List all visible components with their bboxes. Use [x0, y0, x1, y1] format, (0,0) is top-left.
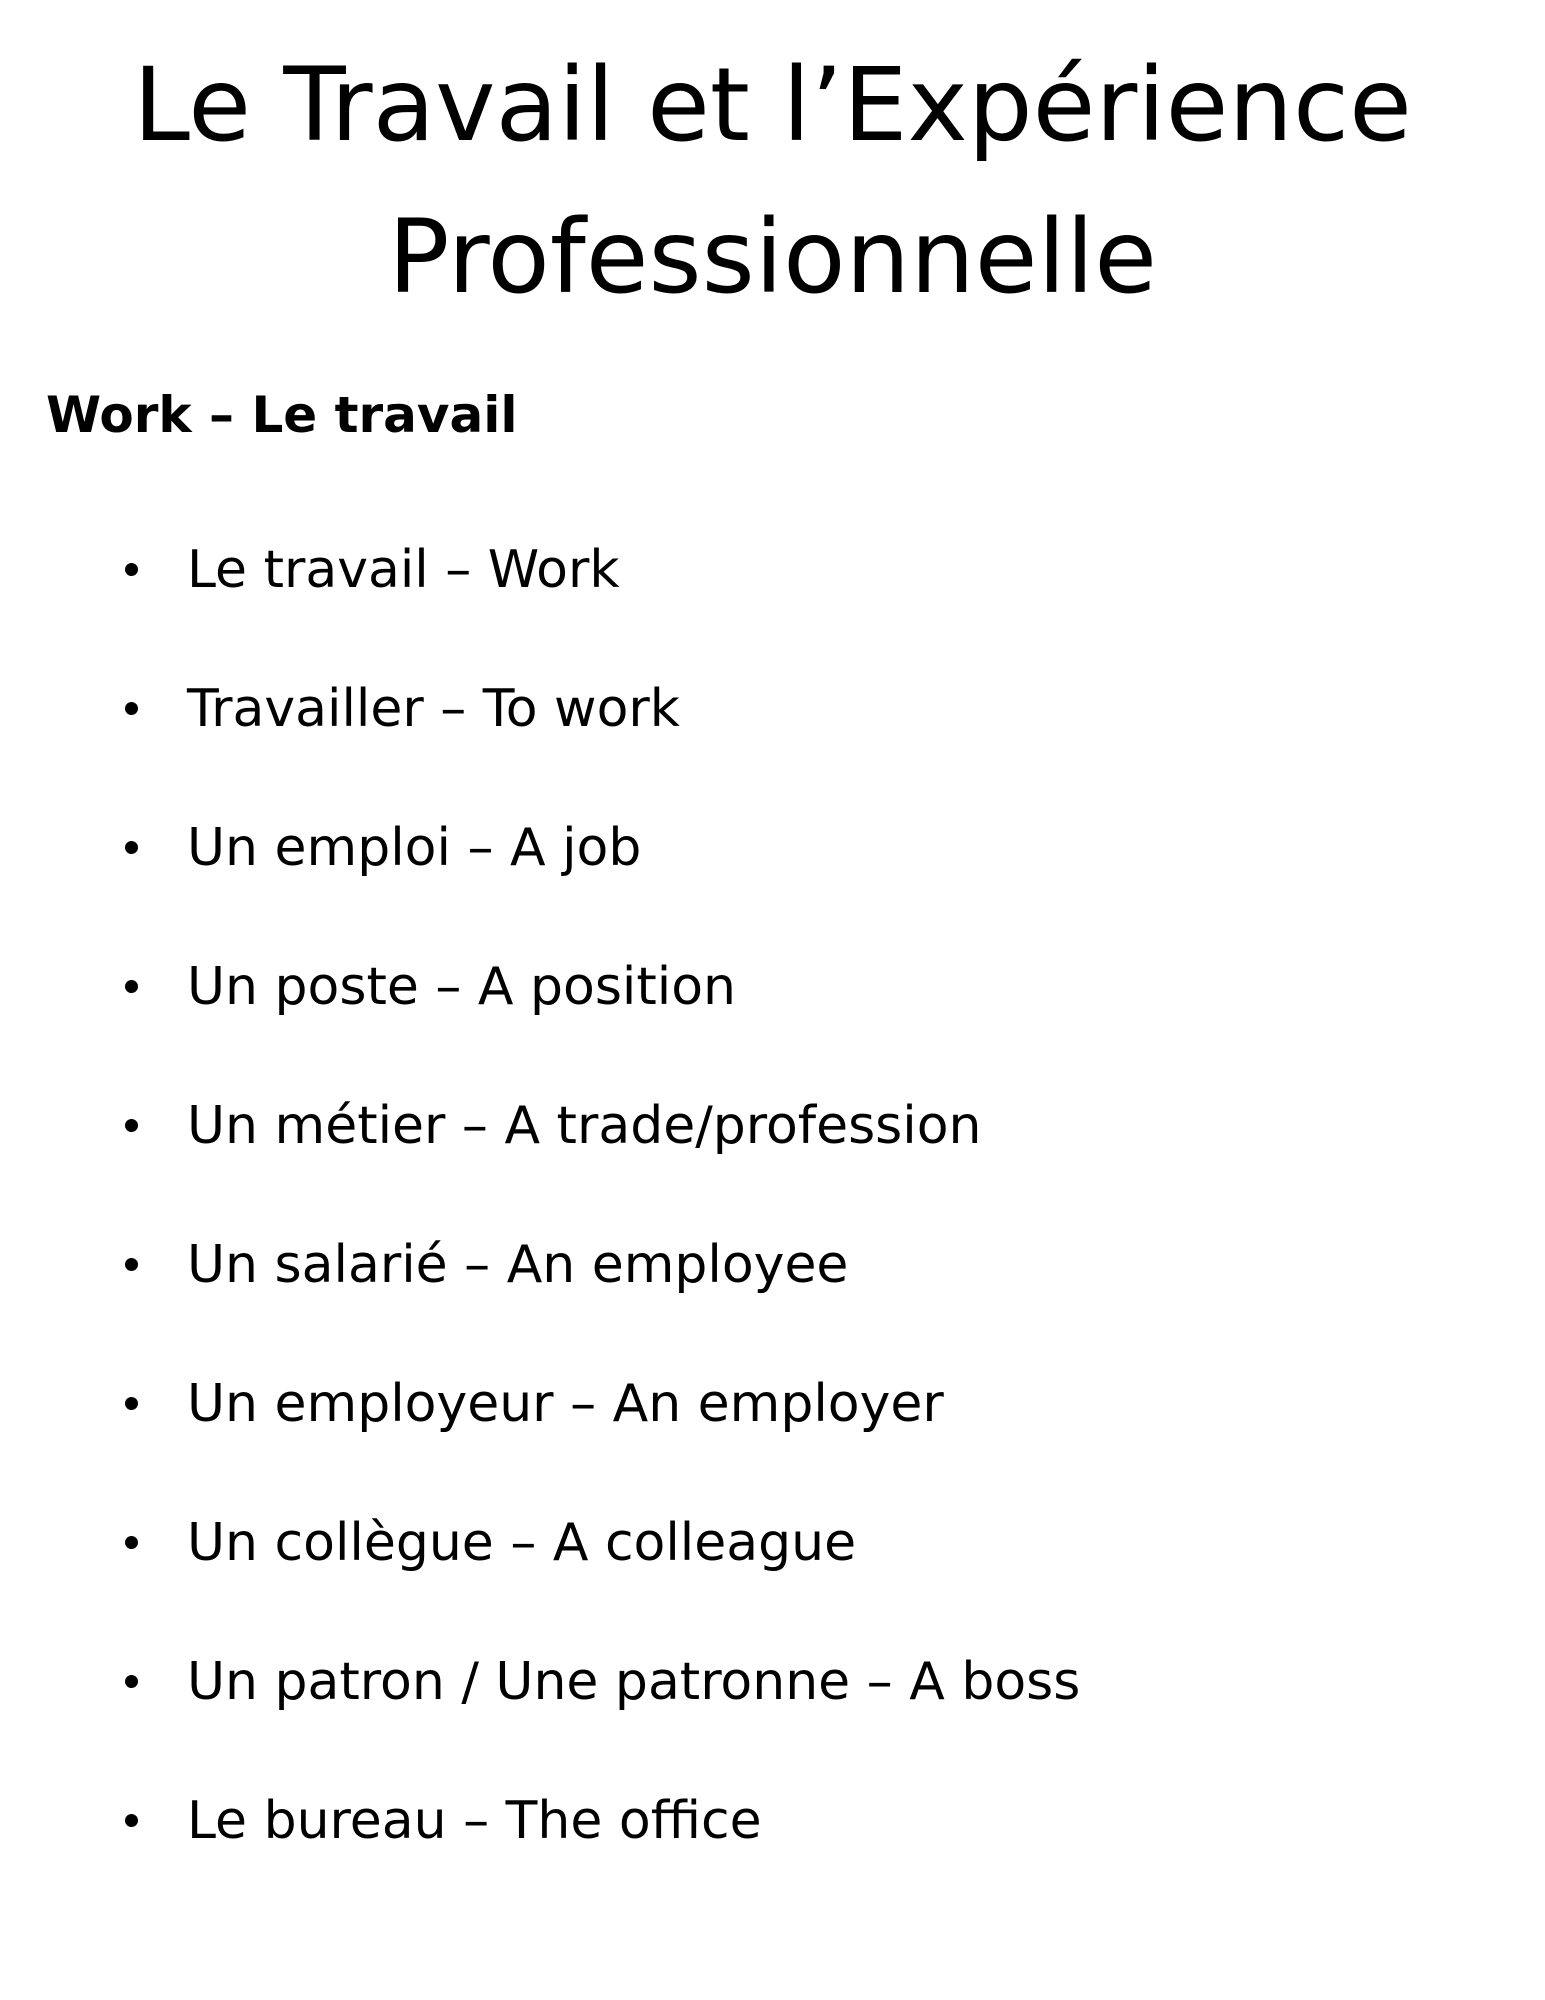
list-item — [0, 669, 1545, 808]
page-title-line-1: Le Travail et l’Expérience — [133, 46, 1412, 165]
list-item-text: Un poste – A position — [187, 957, 736, 1017]
list-item — [0, 530, 1545, 669]
list-item — [0, 947, 1545, 1086]
bullet-icon — [125, 1258, 138, 1271]
list-item-text: Un métier – A trade/profession — [187, 1096, 982, 1156]
list-item-text: Le travail – Work — [187, 540, 620, 600]
page-title-line-2: Professionnelle — [388, 198, 1157, 317]
bullet-icon — [125, 1397, 138, 1410]
list-item — [0, 1781, 1545, 1920]
list-item — [0, 1225, 1545, 1364]
bullet-icon — [125, 1675, 138, 1688]
bullet-icon — [125, 841, 138, 854]
bullet-icon — [125, 1536, 138, 1549]
list-item-text: Travailler – To work — [187, 679, 680, 739]
list-item-text: Un emploi – A job — [187, 818, 642, 878]
list-item — [0, 1503, 1545, 1642]
list-item — [0, 808, 1545, 947]
list-item — [0, 1642, 1545, 1781]
bullet-icon — [125, 980, 138, 993]
list-item-text: Un salarié – An employee — [187, 1235, 849, 1295]
list-item-text: Un collègue – A colleague — [187, 1513, 857, 1573]
bullet-icon — [125, 1814, 138, 1827]
list-item-text: Un patron / Une patronne – A boss — [187, 1652, 1081, 1712]
vocabulary-list — [0, 530, 1545, 1920]
list-item — [0, 1364, 1545, 1503]
section-heading: Work – Le travail — [46, 386, 518, 444]
bullet-icon — [125, 563, 138, 576]
list-item-text: Un employeur – An employer — [187, 1374, 944, 1434]
bullet-icon — [125, 1119, 138, 1132]
list-item — [0, 1086, 1545, 1225]
bullet-icon — [125, 702, 138, 715]
list-item-text: Le bureau – The office — [187, 1791, 762, 1851]
page-title — [0, 30, 1545, 334]
